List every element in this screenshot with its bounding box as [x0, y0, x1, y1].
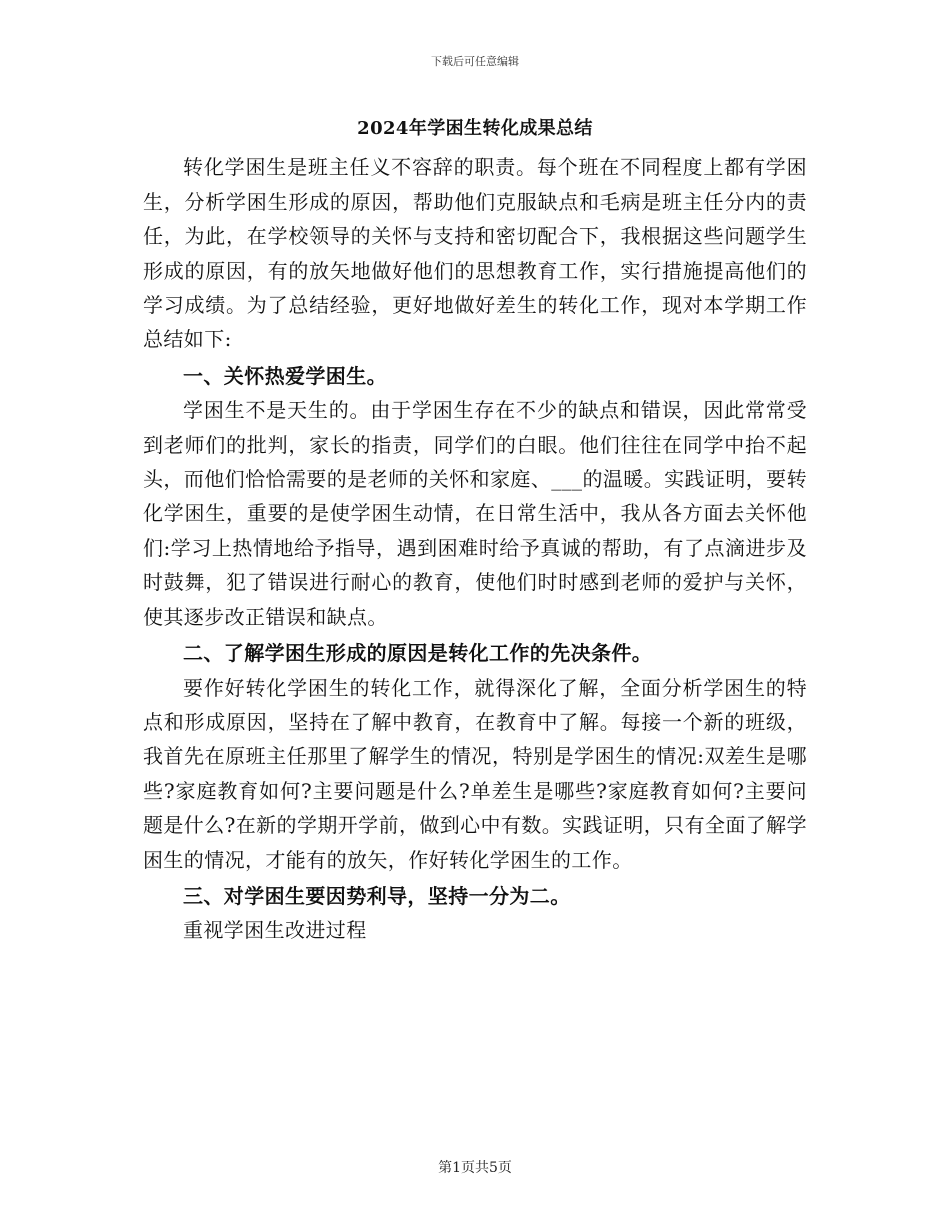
document-title: 2024年学困生转化成果总结: [357, 118, 593, 139]
section-2-heading: 二、了解学困生形成的原因是转化工作的先决条件。: [183, 641, 653, 666]
intro-paragraph: 转化学困生是班主任义不容辞的职责。每个班在不同程度上都有学困生，分析学困生形成的原因，帮助他们克服缺点和毛病是班主任分内的责任，为此，在学校领导的关怀与支持和密切配合下，我根据这些问题学生形成的原因，有的放矢地做好他们的思想教育工作，实行措施提高他们的学习成绩。为了总结经验，更好地做好差生的转化工作，现对本学期工作总结如下:: [143, 155, 807, 352]
page-header: 下载后可任意编辑: [431, 55, 519, 68]
section-1-heading: 一、关怀热爱学困生。: [183, 363, 387, 388]
page-footer: 第1页共5页: [438, 1160, 512, 1176]
section-3-paragraph: 重视学困生改进过程: [183, 918, 367, 943]
section-1-paragraph: 学困生不是天生的。由于学困生存在不少的缺点和错误，因此常常受到老师们的批判，家长的指责，同学们的白眼。他们往往在同学中抬不起头，而他们恰恰需要的是老师的关怀和家庭、___的温暖。实践证明，要转化学困生，重要的是使学困生动情，在日常生活中，我从各方面去关怀他们:学习上热情地给予指导，遇到困难时给予真诚的帮助，有了点滴进步及时鼓舞，犯了错误进行耐心的教育，使他们时时感到老师的爱护与关怀，使其逐步改正错误和缺点。: [143, 398, 807, 629]
document-body: [143, 112, 807, 948]
section-2-paragraph: 要作好转化学困生的转化工作，就得深化了解，全面分析学困生的特点和形成原因，坚持在了解中教育，在教育中了解。每接一个新的班级，我首先在原班主任那里了解学生的情况，特别是学困生的情况:双差生是哪些?家庭教育如何?主要问题是什么?单差生是哪些?家庭教育如何?主要问题是什么?在新的学期开学前，做到心中有数。实践证明，只有全面了解学困生的情况，才能有的放矢，作好转化学困生的工作。: [143, 675, 807, 872]
section-3-heading: 三、对学困生要因势利导，坚持一分为二。: [183, 883, 571, 908]
